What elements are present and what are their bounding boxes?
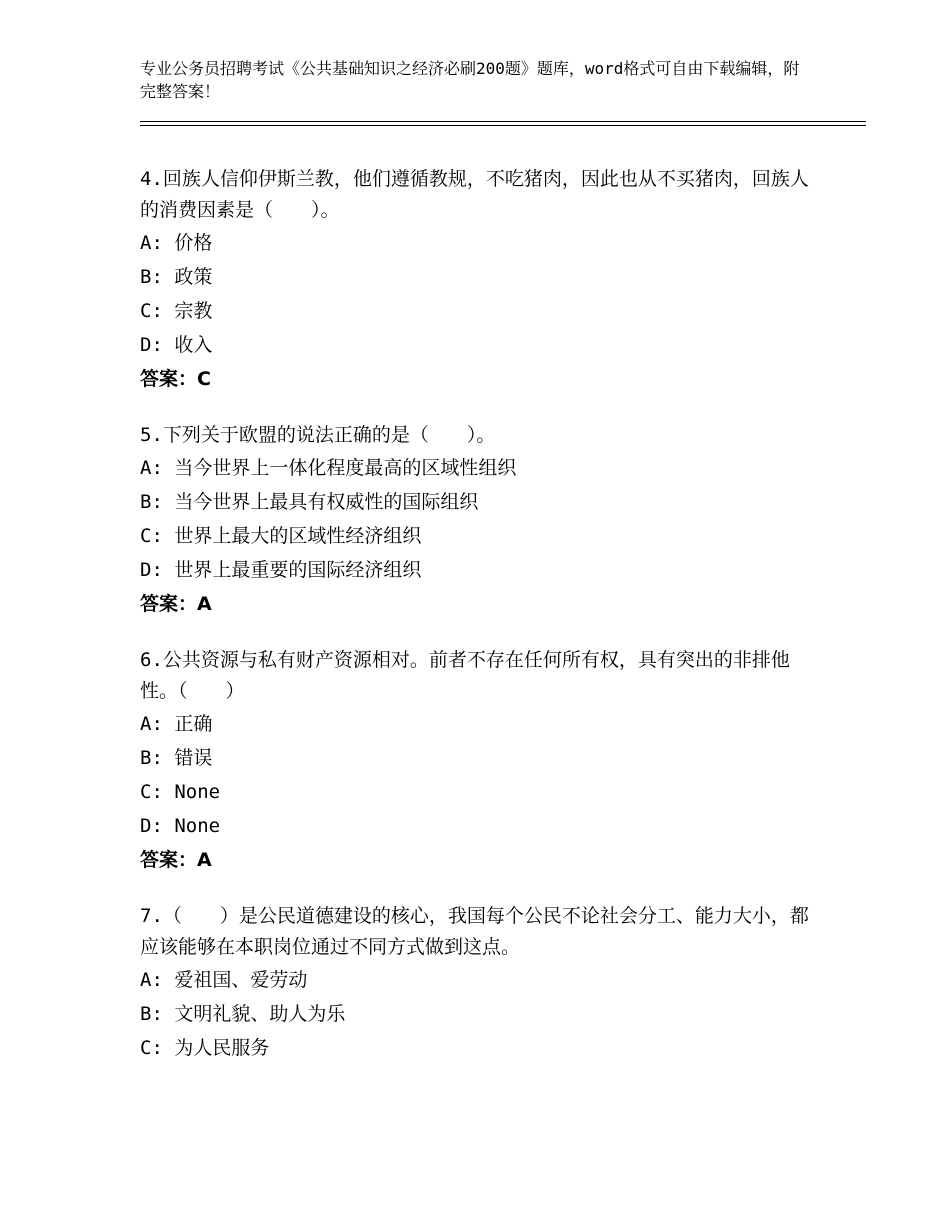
answer-label: 答案：C	[140, 368, 211, 390]
question-stem: 4.回族人信仰伊斯兰教，他们遵循教规，不吃猪肉，因此也从不买猪肉，回族人的消费因素是（ ）。	[140, 168, 809, 221]
option-c: C: None	[140, 781, 221, 803]
header-divider-top	[140, 121, 866, 122]
answer-label: 答案：A	[140, 593, 212, 615]
question-stem: 5.下列关于欧盟的说法正确的是（ ）。	[140, 424, 496, 446]
option-d: D: None	[140, 815, 221, 837]
header-divider-bottom	[140, 125, 866, 126]
question-stem: 6.公共资源与私有财产资源相对。前者不存在任何所有权，具有突出的非排他性。（ ）	[140, 649, 790, 702]
answer-label: 答案：A	[140, 849, 212, 871]
question-5	[140, 420, 810, 621]
option-a: A: 价格	[140, 232, 213, 254]
option-d: D: 世界上最重要的国际经济组织	[140, 559, 422, 581]
option-b: B: 文明礼貌、助人为乐	[140, 1003, 346, 1025]
question-4	[140, 164, 810, 396]
option-c: C: 为人民服务	[140, 1037, 270, 1059]
option-c: C: 宗教	[140, 300, 213, 322]
document-header: 专业公务员招聘考试《公共基础知识之经济必刷200题》题库，word格式可自由下载编辑，附完整答案！	[140, 59, 800, 101]
question-7	[140, 901, 810, 1065]
question-6	[140, 645, 810, 877]
option-b: B: 政策	[140, 266, 213, 288]
option-c: C: 世界上最大的区域性经济组织	[140, 525, 422, 547]
option-d: D: 收入	[140, 334, 213, 356]
option-b: B: 错误	[140, 747, 213, 769]
option-a: A: 当今世界上一体化程度最高的区域性组织	[140, 457, 517, 479]
option-b: B: 当今世界上最具有权威性的国际组织	[140, 491, 479, 513]
option-a: A: 正确	[140, 713, 213, 735]
option-a: A: 爱祖国、爱劳动	[140, 969, 308, 991]
question-list	[140, 164, 810, 1089]
question-stem: 7.（ ）是公民道德建设的核心，我国每个公民不论社会分工、能力大小，都应该能够在本职岗位通过不同方式做到这点。	[140, 905, 809, 958]
